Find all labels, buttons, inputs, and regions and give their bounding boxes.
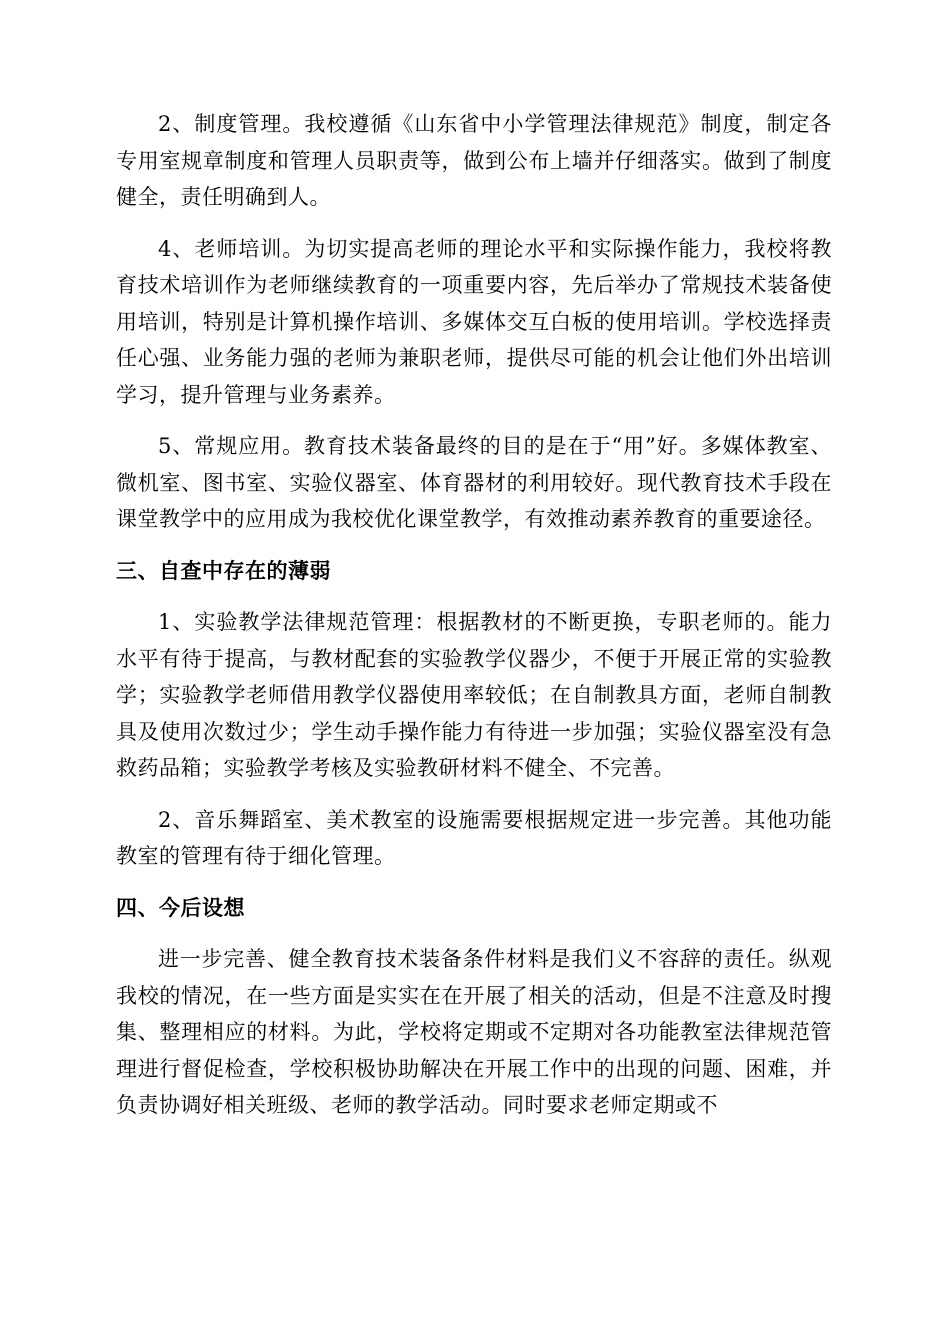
paragraph-experiment-teaching: 1、实验教学法律规范管理：根据教材的不断更换，专职老师的。能力水平有待于提高，与教材配套的实验教学仪器少，不便于开展正常的实验教学；实验教学老师借用教学仪器使用率较低；在自制教具方面，老师自制教具及使用次数过少；学生动手操作能力有待进一步加强；实验仪器室没有急救药品箱；实验教学考核及实验教研材料不健全、不完善。 xyxy=(116,610,832,780)
paragraph-institution-management: 2、制度管理。我校遵循《山东省中小学管理法律规范》制度，制定各专用室规章制度和管理人员职责等，做到公布上墙并仔细落实。做到了制度健全，责任明确到人。 xyxy=(116,112,832,209)
paragraph-teacher-training: 4、老师培训。为切实提高老师的理论水平和实际操作能力，我校将教育技术培训作为老师继续教育的一项重要内容，先后举办了常规技术装备使用培训，特别是计算机操作培训、多媒体交互白板的使用培训。学校选择责任心强、业务能力强的老师为兼职老师，提供尽可能的机会让他们外出培训学习，提升管理与业务素养。 xyxy=(116,236,832,407)
section-heading-weaknesses: 三、自查中存在的薄弱 xyxy=(116,558,331,583)
paragraph-routine-application: 5、常规应用。教育技术装备最终的目的是在于“用”好。多媒体教室、微机室、图书室、实验仪器室、体育器材的利用较好。现代教育技术手段在课堂教学中的应用成为我校优化课堂教学，有效推动素养教育的重要途径。 xyxy=(116,434,832,531)
document-body xyxy=(116,106,832,1139)
paragraph-music-art-rooms: 2、音乐舞蹈室、美术教室的设施需要根据规定进一步完善。其他功能教室的管理有待于细化管理。 xyxy=(116,807,832,868)
section-heading-future-plans: 四、今后设想 xyxy=(116,895,245,920)
paragraph-future-plans: 进一步完善、健全教育技术装备条件材料是我们义不容辞的责任。纵观我校的情况，在一些方面是实实在在开展了相关的活动，但是不注意及时搜集、整理相应的材料。为此，学校将定期或不定期对各功能教室法律规范管理进行督促检查，学校积极协助解决在开展工作中的出现的问题、困难，并负责协调好相关班级、老师的教学活动。同时要求老师定期或不 xyxy=(116,947,832,1117)
